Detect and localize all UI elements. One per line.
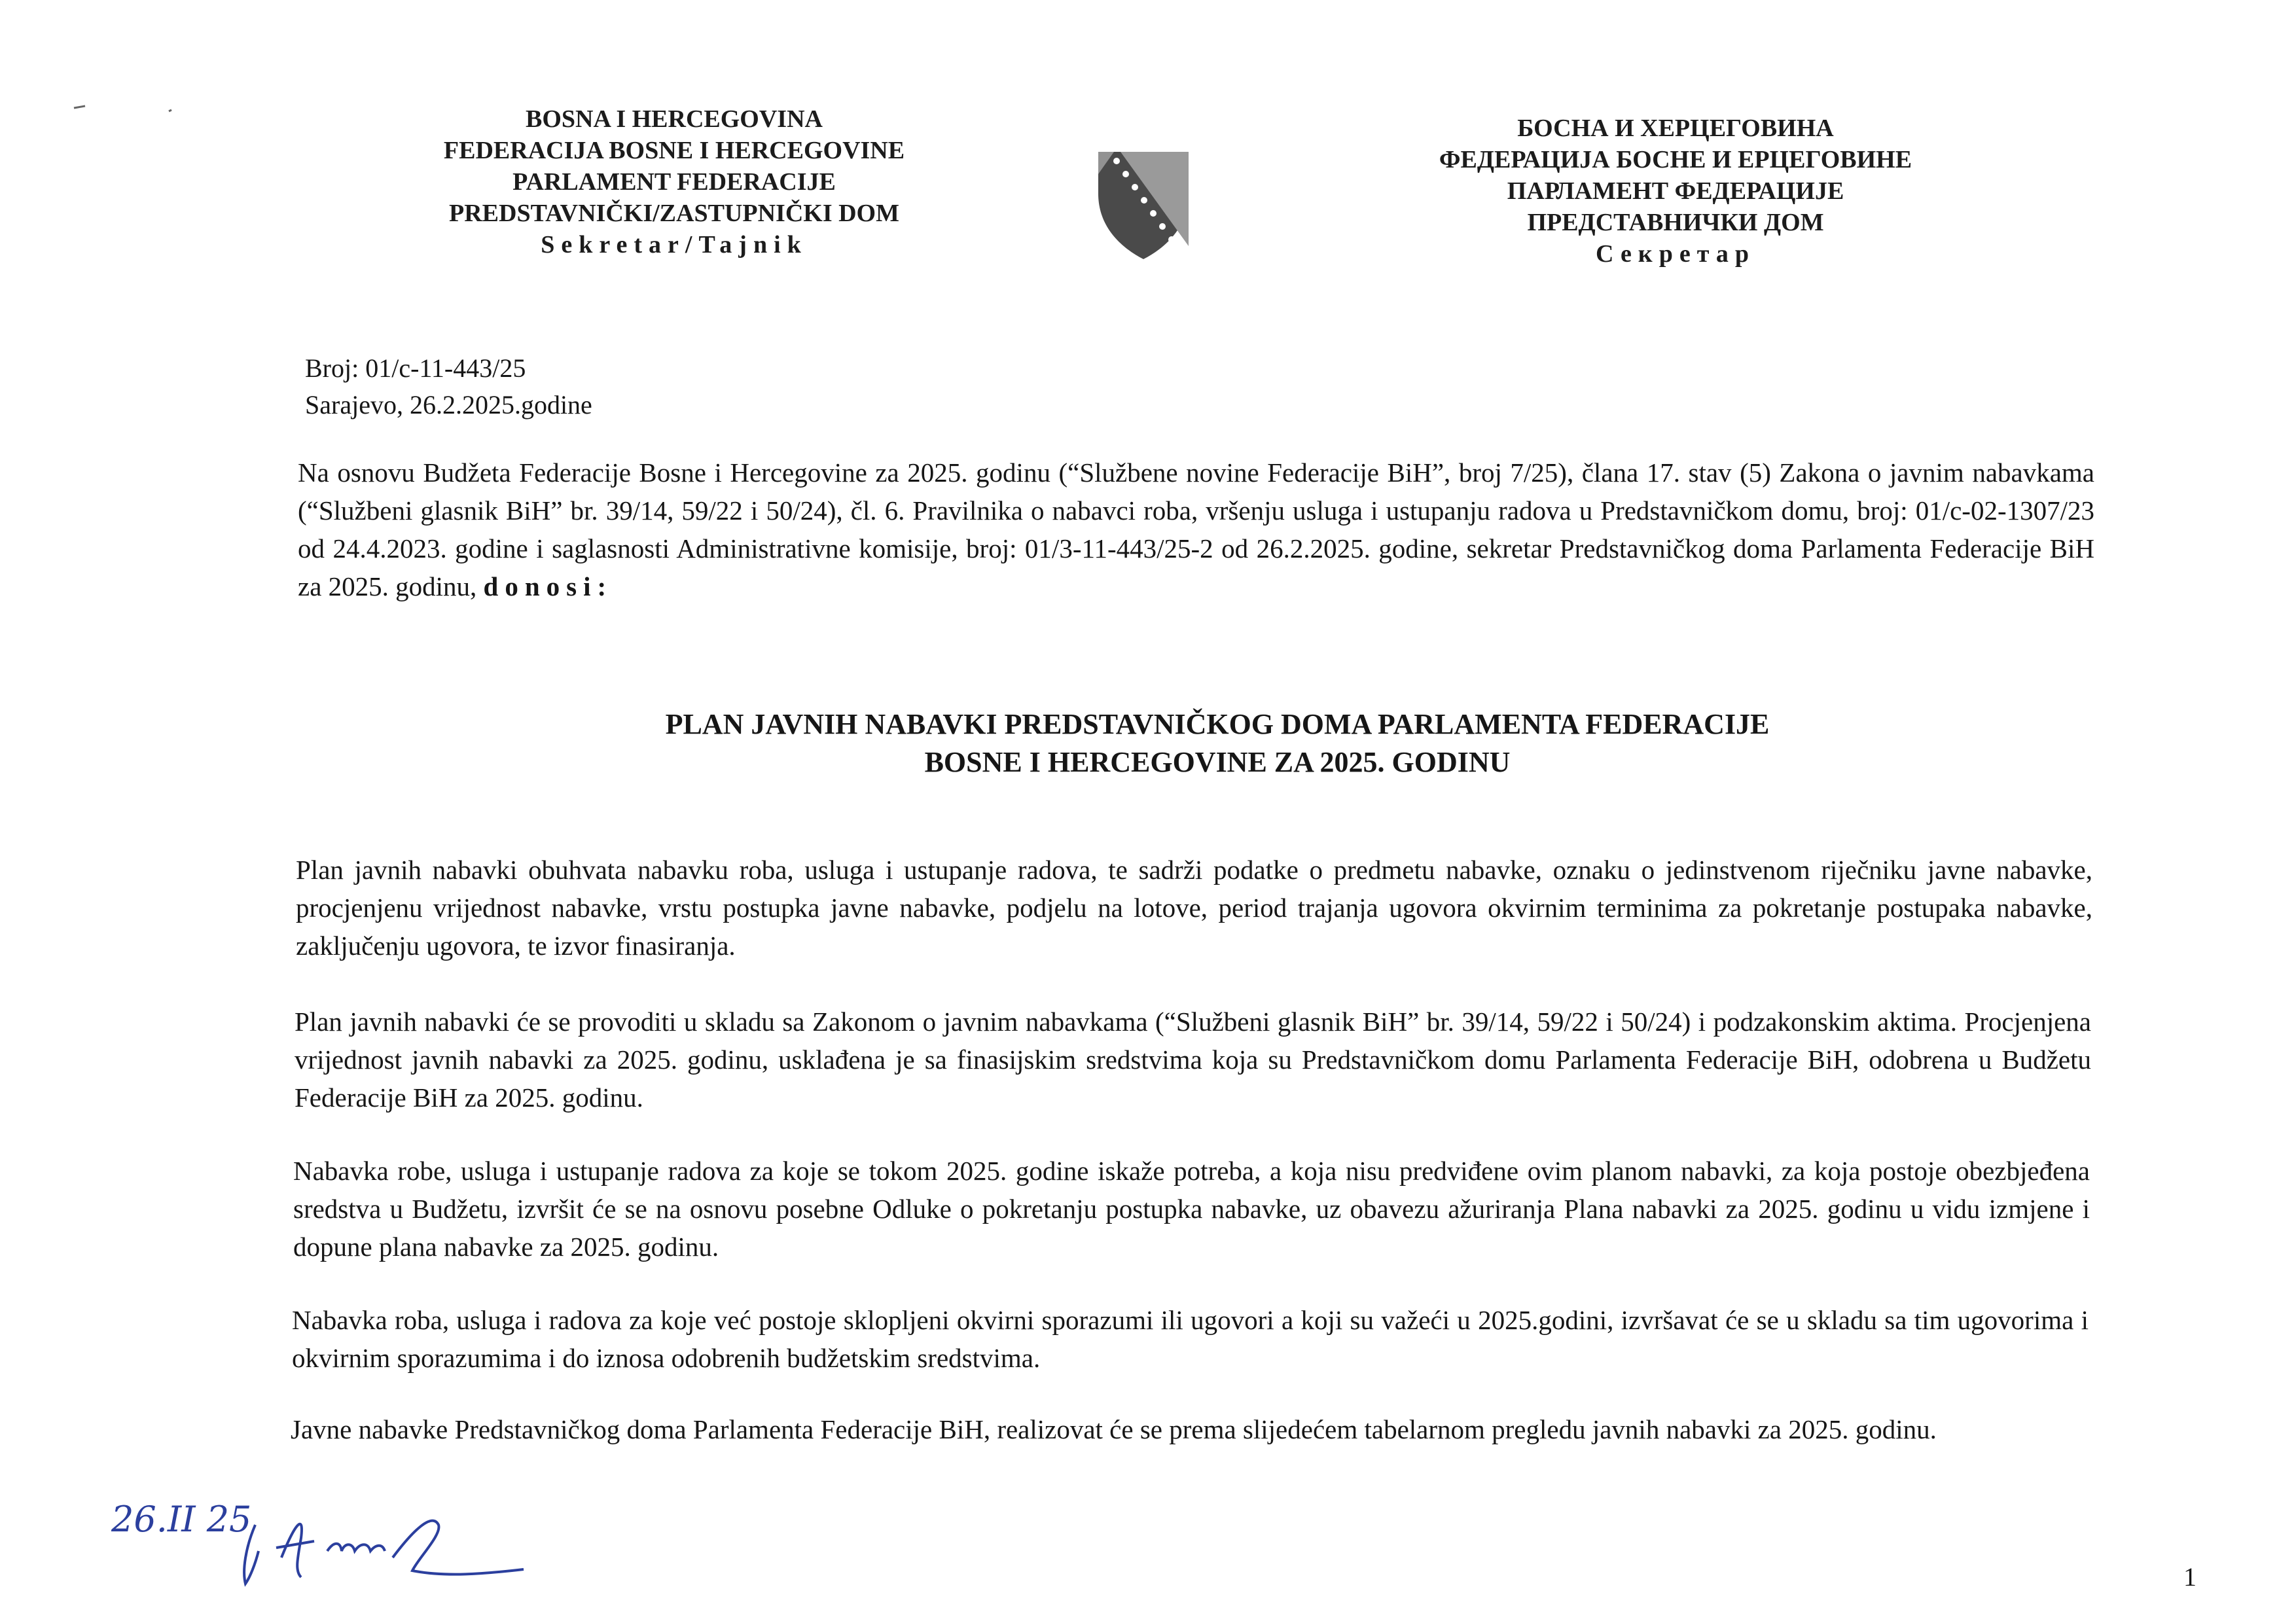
handwritten-date: 26.II 25	[111, 1499, 252, 1540]
bih-coat-of-arms-icon	[1094, 148, 1193, 263]
intro-text: Na osnovu Budžeta Federacije Bosne i Hercegovine za 2025. godinu (“Službene novine Federacije BiH”, broj 7/25), člana 17. stav (5) Zakona o javnim nabavkama (“Službeni glasnik BiH” br. 39/14, 59/22 i 50/24), čl. 6. Pravilnika o nabavci roba, vršenju usluga i ustupanju radova u Predstavničkom domu, broj: 01/c-02-1307/23 od 24.4.2023. godine i saglasnosti Administrativne komisije, broj: 01/3-11-443/25-2 od 26.2.2025. godine, sekretar Predstavničkog doma Parlamenta Federacije BiH za 2025. godinu,	[298, 457, 2094, 601]
header-latin-house: PREDSTAVNIČKI/ZASTUPNIČKI DOM	[449, 200, 899, 227]
page-number: 1	[2183, 1562, 2197, 1592]
header-cyrillic-parliament: ПАРЛАМЕНТ ФЕДЕРАЦИЈЕ	[1507, 177, 1844, 205]
body-paragraph-1: Plan javnih nabavki obuhvata nabavku roba, usluga i ustupanje radova, te sadrži podatke o predmetu nabavke, oznaku o jedinstvenom riječniku javne nabavke, procjenjenu vrijednost nabavke, vrstu postupka javne nabavke, podjelu na lotove, period trajanja ugovora okvirnim terminima za pokretanje postupaka nabavke, zaključenju ugovora, te izvor finasiranja.	[296, 855, 2092, 961]
header-cyrillic-country: БОСНА И ХЕРЦЕГОВИНА	[1517, 115, 1834, 142]
reference-block	[305, 350, 592, 423]
body-paragraph-3: Nabavka robe, usluga i ustupanje radova za koje se tokom 2025. godine iskaže potreba, a koja nisu predviđene ovim planom nabavki, za koja postoje obezbjeđena sredstva u Budžetu, izvršit će se na osnovu posebne Odluke o pokretanju postupka nabavke, uz obavezu ažuriranja Plana nabavki za 2025. godinu u vidu izmjene i dopune plana nabavke za 2025. godinu.	[293, 1156, 2090, 1262]
header-cyrillic-federation: ФЕДЕРАЦИЈА БОСНЕ И ЕРЦЕГОВИНЕ	[1439, 146, 1912, 173]
header-latin-country: BOSNA I HERCEGOVINA	[526, 105, 823, 133]
header-latin	[367, 103, 982, 260]
document-title	[327, 705, 2108, 781]
header-cyrillic-secretary: Секретар	[1596, 240, 1755, 268]
body-paragraph-5: Javne nabavke Predstavničkog doma Parlamenta Federacije BiH, realizovat će se prema slijedećem tabelarnom pregledu javnih nabavki za 2025. godinu.	[291, 1414, 1937, 1444]
scan-speck-mark	[71, 98, 175, 118]
intro-paragraph	[298, 454, 2094, 605]
document-title-line-1: PLAN JAVNIH NABAVKI PREDSTAVNIČKOG DOMA PARLAMENTA FEDERACIJE	[665, 708, 1770, 740]
header-latin-secretary: Sekretar/Tajnik	[541, 231, 808, 259]
reference-number: Broj: 01/c-11-443/25	[305, 353, 526, 383]
handwritten-date-signature	[105, 1486, 537, 1590]
body-paragraph-2: Plan javnih nabavki će se provoditi u skladu sa Zakonom o javnim nabavkama (“Službeni glasnik BiH” br. 39/14, 59/22 i 50/24) i podzakonskim aktima. Procjenjena vrijednost javnih nabavki za 2025. godinu, usklađena je sa finasijskim sredstvima koja su Predstavničkom domu Parlamenta Federacije BiH, odobrena u Budžetu Federacije BiH za 2025. godinu.	[295, 1007, 2091, 1113]
header-latin-federation: FEDERACIJA BOSNE I HERCEGOVINE	[443, 137, 905, 164]
reference-place-date: Sarajevo, 26.2.2025.godine	[305, 390, 592, 419]
document-title-line-2: BOSNE I HERCEGOVINE ZA 2025. GODINU	[924, 746, 1511, 778]
header-cyrillic	[1394, 113, 1957, 270]
header-latin-parliament: PARLAMENT FEDERACIJE	[512, 168, 836, 196]
decision-word: donosi:	[483, 571, 613, 601]
header-cyrillic-house: ПРЕДСТАВНИЧКИ ДОМ	[1527, 209, 1824, 236]
body-paragraph-4: Nabavka roba, usluga i radova za koje već postoje sklopljeni okvirni sporazumi ili ugovori a koji su važeći u 2025.godini, izvršavat će se u skladu sa tim ugovorima i okvirnim sporazumima i do iznosa odobrenih budžetskim sredstvima.	[292, 1305, 2089, 1373]
